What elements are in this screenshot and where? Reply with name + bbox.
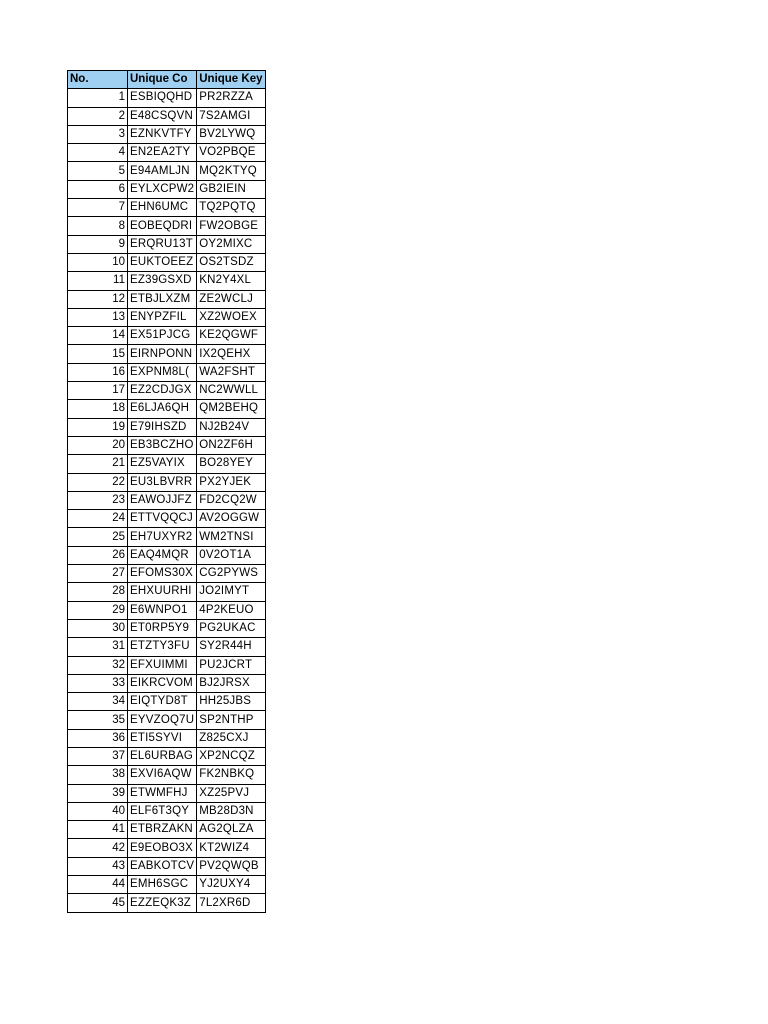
- cell-unique-key[interactable]: WM2TNSI: [197, 528, 265, 546]
- table-row: [68, 638, 266, 656]
- table-row: [68, 217, 266, 235]
- cell-no[interactable]: 40: [68, 802, 128, 820]
- cell-unique-code[interactable]: E6LJA6QH: [128, 400, 197, 418]
- cell-no[interactable]: 17: [68, 382, 128, 400]
- table-row: [68, 363, 266, 381]
- table-row: [68, 894, 266, 912]
- cell-unique-code[interactable]: E94AMLJN: [128, 162, 197, 180]
- cell-unique-code[interactable]: EH7UXYR2: [128, 528, 197, 546]
- cell-unique-code[interactable]: EZNKVTFY: [128, 125, 197, 143]
- header-no[interactable]: No.: [68, 71, 128, 89]
- table-row: [68, 821, 266, 839]
- cell-no[interactable]: 14: [68, 327, 128, 345]
- table-row: [68, 436, 266, 454]
- cell-unique-code[interactable]: EL6URBAG: [128, 747, 197, 765]
- table-row: [68, 308, 266, 326]
- cell-no[interactable]: 39: [68, 784, 128, 802]
- cell-unique-key[interactable]: PV2QWQB: [197, 857, 265, 875]
- cell-unique-key[interactable]: MB28D3N: [197, 802, 265, 820]
- cell-unique-code[interactable]: EIRNPONN: [128, 345, 197, 363]
- cell-unique-key[interactable]: 0V2OT1A: [197, 546, 265, 564]
- cell-no[interactable]: 34: [68, 693, 128, 711]
- cell-unique-code[interactable]: EU3LBVRR: [128, 473, 197, 491]
- table-row: [68, 766, 266, 784]
- cell-no[interactable]: 27: [68, 565, 128, 583]
- table-row: [68, 253, 266, 271]
- table-row: [68, 327, 266, 345]
- table-row: [68, 290, 266, 308]
- cell-no[interactable]: 33: [68, 674, 128, 692]
- cell-unique-key[interactable]: WA2FSHT: [197, 363, 265, 381]
- cell-unique-code[interactable]: EZ5VAYIX: [128, 455, 197, 473]
- cell-no[interactable]: 6: [68, 180, 128, 198]
- table-row: [68, 876, 266, 894]
- cell-unique-code[interactable]: EZZEQK3Z: [128, 894, 197, 912]
- cell-unique-key[interactable]: VO2PBQE: [197, 144, 265, 162]
- cell-unique-key[interactable]: SY2R44H: [197, 638, 265, 656]
- cell-no[interactable]: 28: [68, 583, 128, 601]
- cell-no[interactable]: 37: [68, 747, 128, 765]
- cell-no[interactable]: 30: [68, 619, 128, 637]
- cell-no[interactable]: 25: [68, 528, 128, 546]
- cell-unique-key[interactable]: XZ2WOEX: [197, 308, 265, 326]
- cell-unique-code[interactable]: E9EOBO3X: [128, 839, 197, 857]
- table-row: [68, 546, 266, 564]
- table-row: [68, 199, 266, 217]
- cell-unique-code[interactable]: ETBJLXZM: [128, 290, 197, 308]
- cell-unique-key[interactable]: AG2QLZA: [197, 821, 265, 839]
- cell-no[interactable]: 26: [68, 546, 128, 564]
- cell-unique-key[interactable]: KN2Y4XL: [197, 272, 265, 290]
- table-row: [68, 89, 266, 107]
- cell-no[interactable]: 43: [68, 857, 128, 875]
- cell-unique-code[interactable]: EXPNM8L(: [128, 363, 197, 381]
- table-row: [68, 418, 266, 436]
- cell-unique-key[interactable]: TQ2PQTQ: [197, 199, 265, 217]
- cell-unique-code[interactable]: ENYPZFIL: [128, 308, 197, 326]
- cell-no[interactable]: 1: [68, 89, 128, 107]
- cell-unique-code[interactable]: EN2EA2TY: [128, 144, 197, 162]
- cell-unique-code[interactable]: EABKOTCV: [128, 857, 197, 875]
- cell-no[interactable]: 19: [68, 418, 128, 436]
- cell-unique-code[interactable]: EFOMS30X: [128, 565, 197, 583]
- cell-unique-key[interactable]: PX2YJEK: [197, 473, 265, 491]
- cell-unique-key[interactable]: SP2NTHP: [197, 711, 265, 729]
- cell-unique-key[interactable]: GB2IEIN: [197, 180, 265, 198]
- cell-unique-key[interactable]: 7S2AMGI: [197, 107, 265, 125]
- table-row: [68, 180, 266, 198]
- cell-unique-code[interactable]: EIQTYD8T: [128, 693, 197, 711]
- cell-unique-code[interactable]: EAWOJJFZ: [128, 491, 197, 509]
- cell-unique-code[interactable]: ESBIQQHD: [128, 89, 197, 107]
- cell-unique-key[interactable]: XP2NCQZ: [197, 747, 265, 765]
- cell-unique-code[interactable]: EHN6UMC: [128, 199, 197, 217]
- cell-no[interactable]: 24: [68, 510, 128, 528]
- table-row: [68, 400, 266, 418]
- cell-unique-key[interactable]: BV2LYWQ: [197, 125, 265, 143]
- cell-unique-key[interactable]: KT2WIZ4: [197, 839, 265, 857]
- cell-unique-key[interactable]: KE2QGWF: [197, 327, 265, 345]
- header-unique-key[interactable]: Unique Key: [197, 71, 265, 89]
- cell-no[interactable]: 22: [68, 473, 128, 491]
- cell-no[interactable]: 15: [68, 345, 128, 363]
- cell-unique-key[interactable]: ON2ZF6H: [197, 436, 265, 454]
- cell-unique-code[interactable]: EAQ4MQR: [128, 546, 197, 564]
- cell-unique-code[interactable]: ETZTY3FU: [128, 638, 197, 656]
- cell-unique-key[interactable]: HH25JBS: [197, 693, 265, 711]
- table-row: [68, 162, 266, 180]
- table-row: [68, 674, 266, 692]
- cell-unique-key[interactable]: FK2NBKQ: [197, 766, 265, 784]
- header-row: [68, 71, 266, 89]
- cell-unique-code[interactable]: E6WNPO1: [128, 601, 197, 619]
- cell-no[interactable]: 21: [68, 455, 128, 473]
- cell-no[interactable]: 16: [68, 363, 128, 381]
- cell-unique-code[interactable]: ETI5SYVI: [128, 729, 197, 747]
- cell-unique-code[interactable]: ETTVQQCJ: [128, 510, 197, 528]
- cell-unique-key[interactable]: OS2TSDZ: [197, 253, 265, 271]
- table-row: [68, 619, 266, 637]
- cell-no[interactable]: 41: [68, 821, 128, 839]
- cell-unique-code[interactable]: EYVZOQ7U: [128, 711, 197, 729]
- table-row: [68, 144, 266, 162]
- cell-unique-code[interactable]: EX51PJCG: [128, 327, 197, 345]
- cell-unique-key[interactable]: NC2WWLL: [197, 382, 265, 400]
- cell-unique-code[interactable]: ETBRZAKN: [128, 821, 197, 839]
- table-row: [68, 711, 266, 729]
- cell-no[interactable]: 3: [68, 125, 128, 143]
- cell-no[interactable]: 13: [68, 308, 128, 326]
- cell-unique-code[interactable]: EZ2CDJGX: [128, 382, 197, 400]
- cell-no[interactable]: 29: [68, 601, 128, 619]
- cell-no[interactable]: 36: [68, 729, 128, 747]
- cell-unique-code[interactable]: EFXUIMMI: [128, 656, 197, 674]
- cell-unique-key[interactable]: FD2CQ2W: [197, 491, 265, 509]
- table-row: [68, 729, 266, 747]
- table-row: [68, 107, 266, 125]
- table-row: [68, 747, 266, 765]
- cell-unique-code[interactable]: EUKTOEEZ: [128, 253, 197, 271]
- cell-no[interactable]: 45: [68, 894, 128, 912]
- cell-unique-key[interactable]: QM2BEHQ: [197, 400, 265, 418]
- cell-no[interactable]: 38: [68, 766, 128, 784]
- table-row: [68, 491, 266, 509]
- cell-unique-code[interactable]: EXVI6AQW: [128, 766, 197, 784]
- table-row: [68, 272, 266, 290]
- table-row: [68, 235, 266, 253]
- cell-unique-key[interactable]: CG2PYWS: [197, 565, 265, 583]
- cell-unique-key[interactable]: PR2RZZA: [197, 89, 265, 107]
- table-row: [68, 125, 266, 143]
- table-row: [68, 345, 266, 363]
- cell-unique-key[interactable]: PU2JCRT: [197, 656, 265, 674]
- cell-no[interactable]: 8: [68, 217, 128, 235]
- table-row: [68, 802, 266, 820]
- cell-unique-code[interactable]: ELF6T3QY: [128, 802, 197, 820]
- cell-no[interactable]: 2: [68, 107, 128, 125]
- cell-unique-code[interactable]: ET0RP5Y9: [128, 619, 197, 637]
- cell-no[interactable]: 32: [68, 656, 128, 674]
- cell-unique-code[interactable]: E79IHSZD: [128, 418, 197, 436]
- cell-unique-code[interactable]: ETWMFHJ: [128, 784, 197, 802]
- cell-unique-key[interactable]: Z825CXJ: [197, 729, 265, 747]
- cell-unique-code[interactable]: EIKRCVOM: [128, 674, 197, 692]
- codes-table: [67, 70, 266, 913]
- cell-no[interactable]: 5: [68, 162, 128, 180]
- cell-no[interactable]: 7: [68, 199, 128, 217]
- cell-no[interactable]: 12: [68, 290, 128, 308]
- cell-no[interactable]: 18: [68, 400, 128, 418]
- table-row: [68, 473, 266, 491]
- cell-unique-key[interactable]: ZE2WCLJ: [197, 290, 265, 308]
- cell-no[interactable]: 44: [68, 876, 128, 894]
- cell-unique-code[interactable]: ERQRU13T: [128, 235, 197, 253]
- cell-unique-code[interactable]: EZ39GSXD: [128, 272, 197, 290]
- cell-unique-key[interactable]: IX2QEHX: [197, 345, 265, 363]
- cell-unique-key[interactable]: BJ2JRSX: [197, 674, 265, 692]
- cell-no[interactable]: 31: [68, 638, 128, 656]
- cell-unique-code[interactable]: E48CSQVN: [128, 107, 197, 125]
- cell-no[interactable]: 10: [68, 253, 128, 271]
- cell-unique-key[interactable]: YJ2UXY4: [197, 876, 265, 894]
- cell-unique-key[interactable]: PG2UKAC: [197, 619, 265, 637]
- table-row: [68, 601, 266, 619]
- cell-unique-key[interactable]: NJ2B24V: [197, 418, 265, 436]
- cell-unique-key[interactable]: BO28YEY: [197, 455, 265, 473]
- table-row: [68, 583, 266, 601]
- cell-unique-key[interactable]: MQ2KTYQ: [197, 162, 265, 180]
- cell-unique-code[interactable]: EB3BCZHO: [128, 436, 197, 454]
- cell-no[interactable]: 9: [68, 235, 128, 253]
- cell-unique-code[interactable]: EHXUURHI: [128, 583, 197, 601]
- cell-unique-code[interactable]: EYLXCPW2: [128, 180, 197, 198]
- table-row: [68, 528, 266, 546]
- cell-unique-key[interactable]: OY2MIXC: [197, 235, 265, 253]
- cell-no[interactable]: 35: [68, 711, 128, 729]
- table-row: [68, 784, 266, 802]
- cell-unique-key[interactable]: AV2OGGW: [197, 510, 265, 528]
- cell-no[interactable]: 11: [68, 272, 128, 290]
- cell-no[interactable]: 20: [68, 436, 128, 454]
- table-row: [68, 693, 266, 711]
- cell-no[interactable]: 42: [68, 839, 128, 857]
- table-row: [68, 656, 266, 674]
- cell-no[interactable]: 4: [68, 144, 128, 162]
- table-row: [68, 455, 266, 473]
- cell-unique-code[interactable]: EMH6SGC: [128, 876, 197, 894]
- cell-unique-key[interactable]: 4P2KEUO: [197, 601, 265, 619]
- table-row: [68, 565, 266, 583]
- table-row: [68, 857, 266, 875]
- table-row: [68, 382, 266, 400]
- table-row: [68, 510, 266, 528]
- cell-unique-key[interactable]: 7L2XR6D: [197, 894, 265, 912]
- table-row: [68, 839, 266, 857]
- cell-unique-key[interactable]: JO2IMYT: [197, 583, 265, 601]
- header-unique-code[interactable]: Unique Co: [128, 71, 197, 89]
- cell-unique-code[interactable]: EOBEQDRI: [128, 217, 197, 235]
- cell-no[interactable]: 23: [68, 491, 128, 509]
- cell-unique-key[interactable]: FW2OBGE: [197, 217, 265, 235]
- cell-unique-key[interactable]: XZ25PVJ: [197, 784, 265, 802]
